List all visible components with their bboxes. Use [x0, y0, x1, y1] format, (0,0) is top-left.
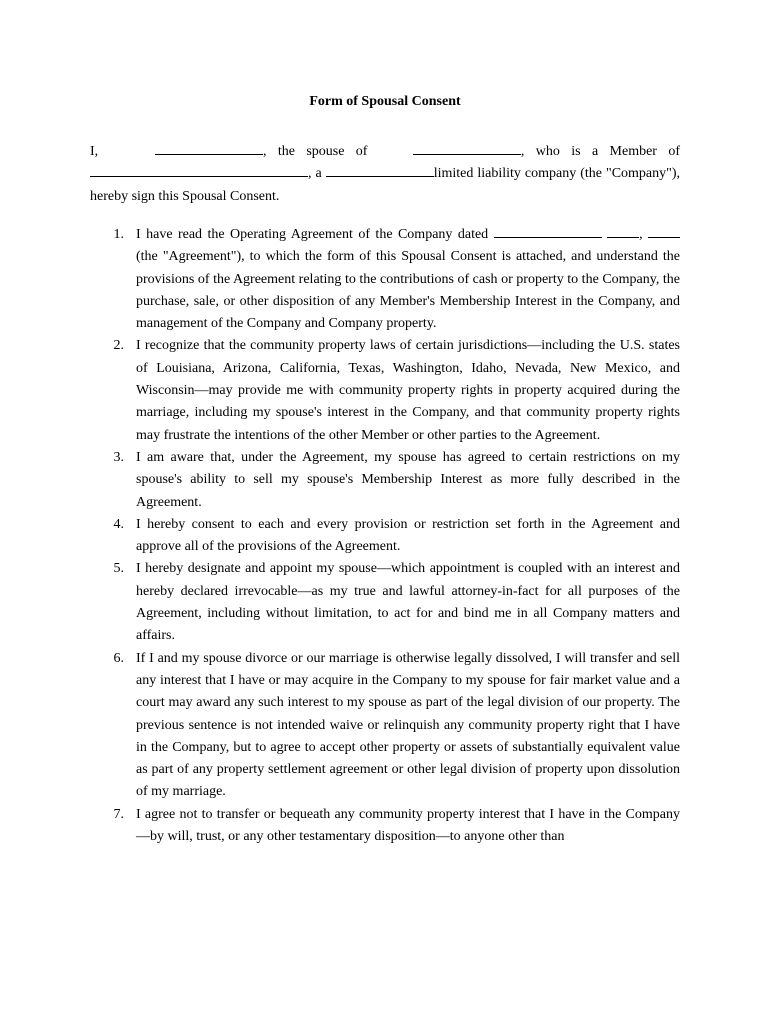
- consent-list: [90, 224, 680, 848]
- list-item-number: 2.: [113, 338, 124, 354]
- list-item-text: I hereby designate and appoint my spouse—which appointment is coupled with an interest and hereby declared irrevocable—as my true and lawful attorney-in-fact for all purposes of the Agreement, including without limitation, to act for and bind me in all Company matters and affairs.: [136, 561, 680, 644]
- spouse-name-blank: [155, 142, 263, 155]
- list-item-text: I hereby consent to each and every provision or restriction set forth in the Agreement and approve all of the provisions of the Agreement.: [136, 516, 680, 555]
- member-name-blank: [413, 142, 521, 155]
- list-item: [90, 447, 680, 514]
- agreement-date-blank: [494, 225, 602, 238]
- list-item-text: I have read the Operating Agreement of the Company dated: [136, 227, 489, 242]
- intro-text-2: , the spouse of: [263, 144, 368, 159]
- agreement-year-blank: [607, 225, 639, 238]
- list-item: [90, 804, 680, 849]
- list-item: [90, 648, 680, 804]
- intro-text-4: , a: [308, 166, 322, 182]
- list-item: 1. I have read the Operating Agreement of the Company dated , (the "Agreement"), to which the form of this Spousal Consent is attached, and understand the provisions of the Agreement relating to the contributions of cash or property to the Company, the purchase, sale, or other disposition of any Member's Membership Interest in the Company, and management of the Company and Company property.: [90, 224, 680, 335]
- list-item-number: 5.: [113, 561, 124, 577]
- list-item: [90, 514, 680, 559]
- list-item: [90, 335, 680, 446]
- intro-text-3: , who is a Member of: [520, 144, 680, 159]
- agreement-date-blank-2: [648, 225, 680, 238]
- list-item: [90, 558, 680, 647]
- list-item-text: I am aware that, under the Agreement, my spouse has agreed to certain restrictions on my spouse's ability to sell my spouse's Membership Interest as more fully described in the Agreement.: [136, 449, 680, 510]
- list-item-text: If I and my spouse divorce or our marriage is otherwise legally dissolved, I will transfer and sell any interest that I have or may acquire in the Company to my spouse for fair market value and a court may award any such interest to my spouse as part of the legal division of our property. The previous sentence is not intended waive or relinquish any community property right that I have in the Company, but to agree to accept other property or assets of substantially equivalent value as part of any property settlement agreement or other legal division of property upon dissolution of my marriage.: [136, 650, 680, 800]
- state-blank: [326, 164, 434, 177]
- intro-text-1: I,: [90, 144, 99, 159]
- list-item-number: 3.: [113, 449, 124, 465]
- list-item-text: I agree not to transfer or bequeath any community property interest that I have in the Company—by will, trust, or any other testamentary disposition—to anyone other than: [136, 806, 680, 845]
- company-name-blank: [90, 164, 308, 177]
- list-item-text: (the "Agreement"), to which the form of this Spousal Consent is attached, and understand the provisions of the Agreement relating to the contributions of cash or property to the Company, the purchase, sale, or other disposition of any Member's Membership Interest in the Company, and management of the Company and Company property.: [136, 249, 680, 332]
- list-item-number: 6.: [113, 650, 124, 666]
- list-item-text: I recognize that the community property laws of certain jurisdictions—including the U.S. states of Louisiana, Arizona, California, Texas, Washington, Idaho, Nevada, New Mexico, and Wisconsin—may provide me with community property rights in property acquired during the marriage, including my spouse's interest in the Company, and that community property rights may frustrate the intentions of the other Member or other parties to the Agreement.: [136, 338, 680, 443]
- intro-text-5: limited liability company (the "Company"), hereby sign this Spousal Consent.: [90, 166, 681, 204]
- document-title: Form of Spousal Consent: [309, 94, 461, 109]
- list-item-number: 1.: [113, 227, 124, 242]
- intro-paragraph: [90, 141, 680, 208]
- list-item-number: 4.: [113, 516, 124, 532]
- list-item-number: 7.: [113, 806, 124, 822]
